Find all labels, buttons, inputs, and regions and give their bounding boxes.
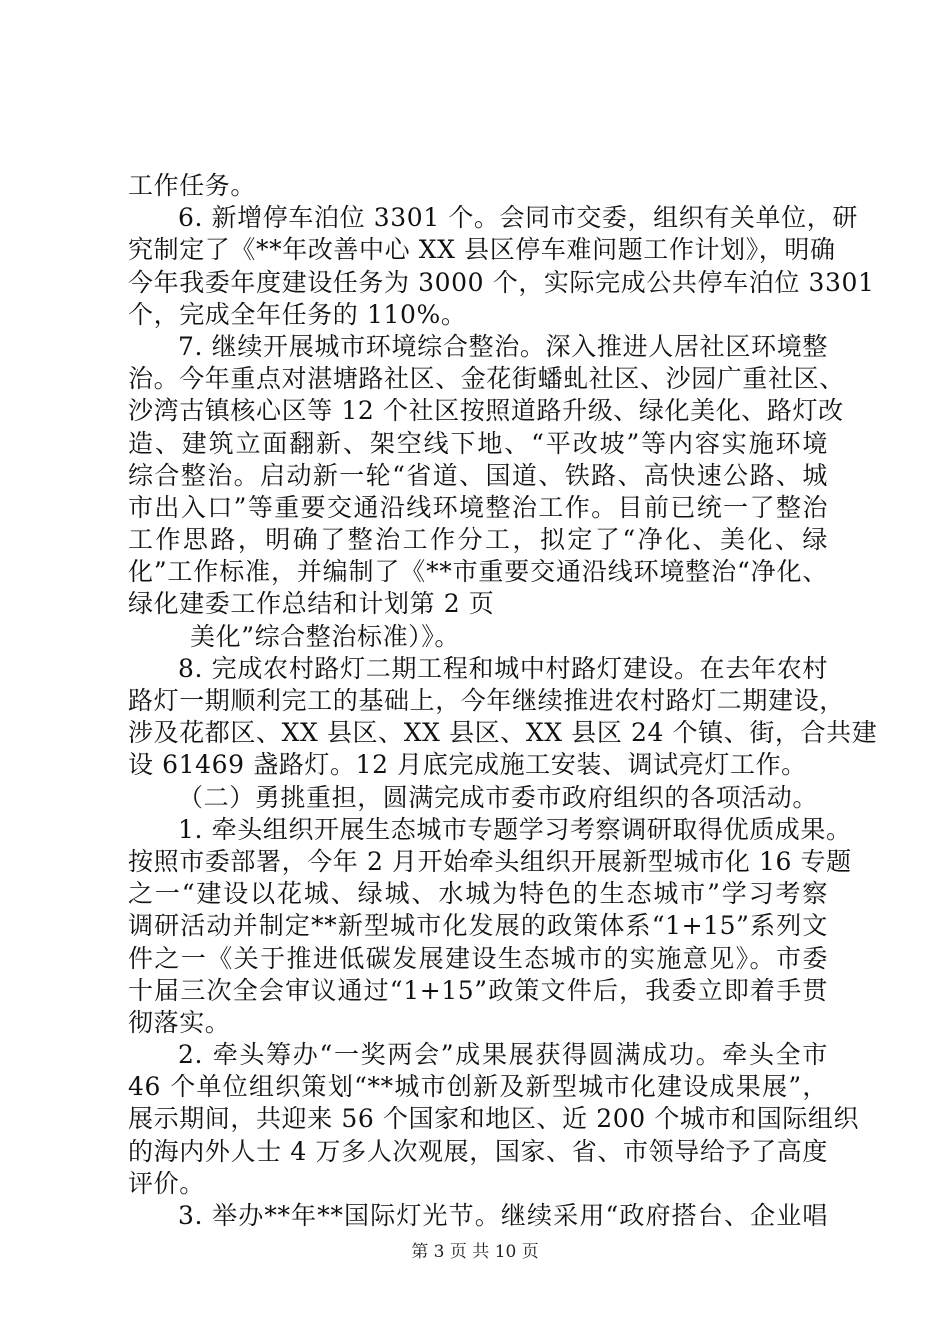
page-footer bbox=[0, 1242, 950, 1262]
text-line: 2. 牵头筹办“一奖两会”成果展获得圆满成功。牵头全市 bbox=[178, 1040, 828, 1070]
page-number: 第 3 页 共 10 页 bbox=[411, 1242, 539, 1262]
text-line: 展示期间，共迎来 56 个国家和地区、近 200 个城市和国际组织 bbox=[128, 1104, 860, 1134]
text-line: 治。今年重点对湛塘路社区、金花街蟠虬社区、沙园广重社区、 bbox=[128, 364, 845, 394]
section-heading: （二）勇挑重担，圆满完成市委市政府组织的各项活动。 bbox=[178, 782, 819, 812]
text-line: 沙湾古镇核心区等 12 个社区按照道路升级、绿化美化、路灯改 bbox=[128, 396, 844, 426]
text-line: 1. 牵头组织开展生态城市专题学习考察调研取得优质成果。 bbox=[178, 814, 852, 844]
text-line: 造、建筑立面翻新、架空线下地、“平改坡”等内容实施环境 bbox=[128, 428, 828, 458]
text-line: 究制定了《**年改善中心 XX 县区停车难问题工作计划》，明确 bbox=[128, 235, 836, 265]
text-line: 路灯一期顺利完工的基础上，今年继续推进农村路灯二期建设， bbox=[128, 686, 845, 715]
text-line: 调研活动并制定**新型城市化发展的政策体系“1+15”系列文 bbox=[128, 911, 828, 941]
text-line: 十届三次全会审议通过“1+15”政策文件后，我委立即着手贯 bbox=[128, 975, 828, 1005]
text-line: 彻落实。 bbox=[128, 1007, 231, 1037]
text-line: 8. 完成农村路灯二期工程和城中村路灯建设。在去年农村 bbox=[178, 653, 828, 683]
text-line: 3. 举办**年**国际灯光节。继续采用“政府搭台、企业唱 bbox=[178, 1201, 828, 1230]
text-line: 设 61469 盏路灯。12 月底完成施工安装、调试亮灯工作。 bbox=[128, 750, 807, 780]
document-body bbox=[128, 170, 878, 1232]
text-line: 工作任务。 bbox=[128, 171, 257, 200]
text-line: 市出入口”等重要交通沿线环境整治工作。目前已统一了整治 bbox=[128, 492, 828, 522]
text-line: 综合整治。启动新一轮“省道、国道、铁路、高快速公路、城 bbox=[128, 460, 828, 490]
text-line: 6. 新增停车泊位 3301 个。会同市交委，组织有关单位，研 bbox=[178, 203, 858, 233]
text-line: 化”工作标准，并编制了《**市重要交通沿线环境整治“净化、 bbox=[128, 557, 828, 587]
text-line: 7. 继续开展城市环境综合整治。深入推进人居社区环境整 bbox=[178, 331, 828, 361]
text-line: 美化”综合整治标准）》。 bbox=[190, 621, 460, 651]
text-line: 件之一《关于推进低碳发展建设生态城市的实施意见》。市委 bbox=[128, 943, 828, 973]
text-line: 的海内外人士 4 万多人次观展，国家、省、市领导给予了高度 bbox=[128, 1136, 828, 1166]
text-line: 涉及花都区、XX 县区、XX 县区、XX 县区 24 个镇、街，合共建 bbox=[128, 718, 878, 748]
text-line: 按照市委部署，今年 2 月开始牵头组织开展新型城市化 16 专题 bbox=[128, 846, 852, 876]
text-line: 46 个单位组织策划“**城市创新及新型城市化建设成果展”， bbox=[128, 1072, 828, 1102]
text-line: 今年我委年度建设任务为 3000 个，实际完成公共停车泊位 3301 bbox=[128, 267, 875, 297]
text-line: 评价。 bbox=[128, 1168, 205, 1198]
text-line: 工作思路，明确了整治工作分工，拟定了“净化、美化、绿 bbox=[128, 525, 828, 555]
text-line: 之一“建设以花城、绿城、水城为特色的生态城市”学习考察 bbox=[128, 879, 828, 909]
text-line: 个，完成全年任务的 110%。 bbox=[128, 299, 467, 329]
page-break-marker: 绿化建委工作总结和计划第 2 页 bbox=[128, 589, 495, 619]
